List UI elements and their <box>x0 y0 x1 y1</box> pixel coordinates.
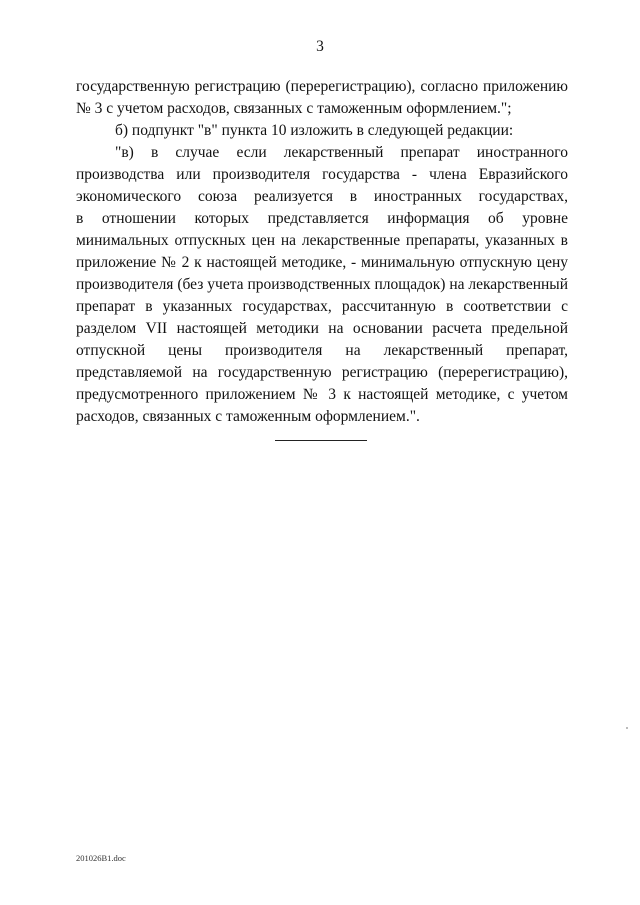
paragraph-continuation <box>76 76 568 120</box>
text-line: расходов, связанных с таможенным оформлением.". <box>76 408 420 425</box>
text-line: отпускной цены производителя на лекарственный препарат, <box>76 342 568 359</box>
text-line: производства или производителя государства - члена Евразийского <box>76 166 568 183</box>
text-line: экономического союза реализуется в иностранных государствах, <box>76 188 568 205</box>
text-line: минимальных отпускных цен на лекарственные препараты, указанных в <box>76 232 568 249</box>
text-line: "в) в случае если лекарственный препарат иностранного <box>115 144 568 161</box>
text-line: препарат в указанных государствах, рассчитанную в соответствии с <box>76 298 568 315</box>
page-number: 3 <box>316 38 324 55</box>
paragraph-subitem-v <box>76 142 568 428</box>
text-line: в отношении которых представляется информация об уровне <box>76 210 568 227</box>
text-line: предусмотренного приложением № 3 к настоящей методике, с учетом <box>76 386 568 403</box>
text-line: представляемой на государственную регистрацию (перерегистрацию), <box>76 364 568 381</box>
file-identifier: 201026B1.doc <box>76 853 126 863</box>
section-divider <box>275 440 367 441</box>
text-line: производителя (без учета производственных площадок) на лекарственный <box>76 276 568 293</box>
text-line: б) подпункт "в" пункта 10 изложить в следующей редакции: <box>115 122 514 139</box>
margin-mark <box>626 727 628 729</box>
paragraph-subitem-b <box>76 120 568 142</box>
text-line: государственную регистрацию (перерегистрацию), согласно приложению <box>76 78 568 95</box>
text-line: приложение № 2 к настоящей методике, - минимальную отпускную цену <box>76 254 568 271</box>
document-body <box>76 76 568 428</box>
text-line: разделом VII настоящей методики на основании расчета предельной <box>76 320 568 337</box>
text-line: № 3 с учетом расходов, связанных с таможенным оформлением."; <box>76 100 512 117</box>
